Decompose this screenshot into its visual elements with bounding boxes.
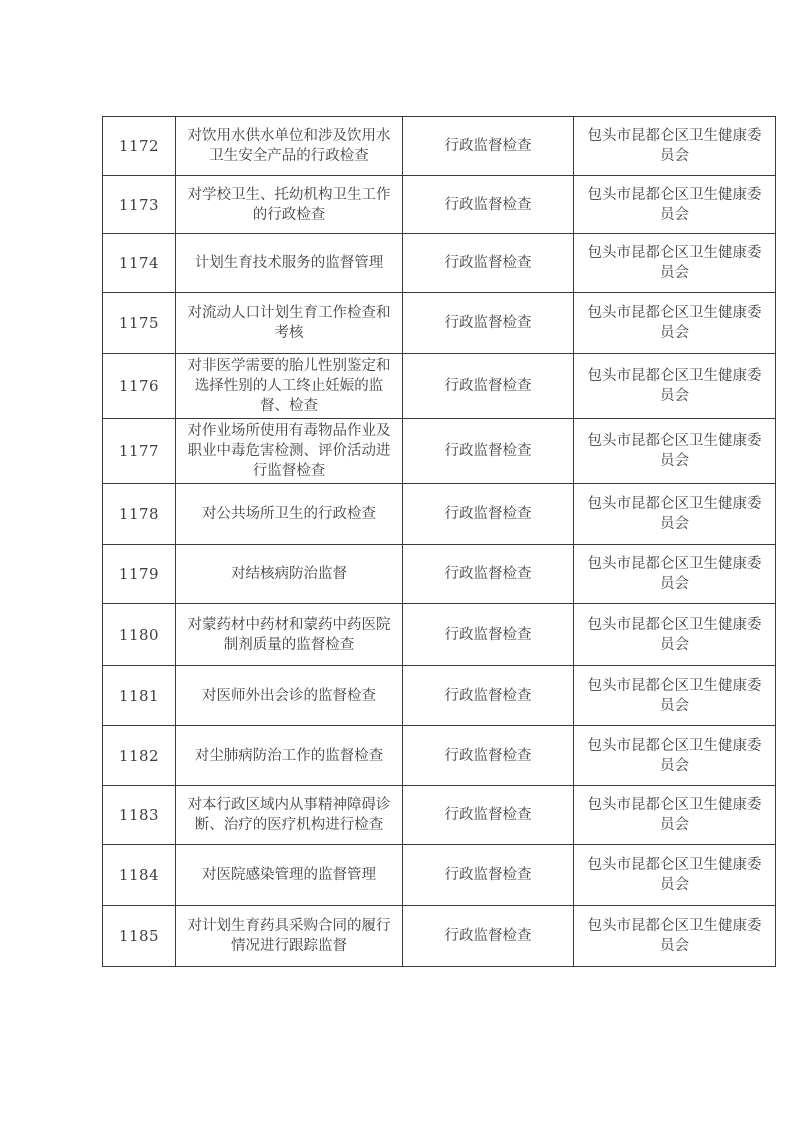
check-type-cell: 行政监督检查 [403, 726, 574, 786]
table-row [103, 545, 776, 604]
table-row [103, 117, 776, 176]
table-row [103, 419, 776, 484]
item-name-cell: 对流动人口计划生育工作检查和考核 [176, 293, 403, 354]
table-row [103, 786, 776, 845]
item-name-cell: 对计划生育药具采购合同的履行情况进行跟踪监督 [176, 906, 403, 967]
row-id-cell: 1181 [103, 666, 176, 726]
agency-cell: 包头市昆都仑区卫生健康委员会 [574, 117, 776, 176]
table-row [103, 293, 776, 354]
check-type-cell: 行政监督检查 [403, 354, 574, 419]
table-row [103, 604, 776, 666]
check-type-cell: 行政监督检查 [403, 604, 574, 666]
row-id-cell: 1172 [103, 117, 176, 176]
agency-cell: 包头市昆都仑区卫生健康委员会 [574, 666, 776, 726]
item-name-cell: 对非医学需要的胎儿性别鉴定和选择性别的人工终止妊娠的监督、检查 [176, 354, 403, 419]
check-type-cell: 行政监督检查 [403, 484, 574, 545]
table-row [103, 906, 776, 967]
agency-cell: 包头市昆都仑区卫生健康委员会 [574, 176, 776, 234]
table-row [103, 666, 776, 726]
table-body [103, 117, 776, 967]
agency-cell: 包头市昆都仑区卫生健康委员会 [574, 726, 776, 786]
item-name-cell: 对学校卫生、托幼机构卫生工作的行政检查 [176, 176, 403, 234]
row-id-cell: 1175 [103, 293, 176, 354]
table-row [103, 845, 776, 906]
table-row [103, 354, 776, 419]
agency-cell: 包头市昆都仑区卫生健康委员会 [574, 786, 776, 845]
check-type-cell: 行政监督检查 [403, 906, 574, 967]
item-name-cell: 对结核病防治监督 [176, 545, 403, 604]
check-type-cell: 行政监督检查 [403, 786, 574, 845]
item-name-cell: 对公共场所卫生的行政检查 [176, 484, 403, 545]
table-row [103, 726, 776, 786]
row-id-cell: 1185 [103, 906, 176, 967]
item-name-cell: 对本行政区域内从事精神障碍诊断、治疗的医疗机构进行检查 [176, 786, 403, 845]
agency-cell: 包头市昆都仑区卫生健康委员会 [574, 845, 776, 906]
inspection-items-table [102, 116, 776, 967]
row-id-cell: 1183 [103, 786, 176, 845]
row-id-cell: 1179 [103, 545, 176, 604]
row-id-cell: 1178 [103, 484, 176, 545]
row-id-cell: 1177 [103, 419, 176, 484]
agency-cell: 包头市昆都仑区卫生健康委员会 [574, 906, 776, 967]
item-name-cell: 对医院感染管理的监督管理 [176, 845, 403, 906]
item-name-cell: 计划生育技术服务的监督管理 [176, 234, 403, 293]
check-type-cell: 行政监督检查 [403, 293, 574, 354]
item-name-cell: 对蒙药材中药材和蒙药中药医院制剂质量的监督检查 [176, 604, 403, 666]
item-name-cell: 对饮用水供水单位和涉及饮用水卫生安全产品的行政检查 [176, 117, 403, 176]
row-id-cell: 1176 [103, 354, 176, 419]
agency-cell: 包头市昆都仑区卫生健康委员会 [574, 545, 776, 604]
check-type-cell: 行政监督检查 [403, 176, 574, 234]
table-row [103, 484, 776, 545]
check-type-cell: 行政监督检查 [403, 545, 574, 604]
agency-cell: 包头市昆都仑区卫生健康委员会 [574, 604, 776, 666]
check-type-cell: 行政监督检查 [403, 419, 574, 484]
row-id-cell: 1173 [103, 176, 176, 234]
row-id-cell: 1174 [103, 234, 176, 293]
agency-cell: 包头市昆都仑区卫生健康委员会 [574, 484, 776, 545]
agency-cell: 包头市昆都仑区卫生健康委员会 [574, 354, 776, 419]
agency-cell: 包头市昆都仑区卫生健康委员会 [574, 419, 776, 484]
table-row [103, 234, 776, 293]
item-name-cell: 对医师外出会诊的监督检查 [176, 666, 403, 726]
agency-cell: 包头市昆都仑区卫生健康委员会 [574, 293, 776, 354]
row-id-cell: 1182 [103, 726, 176, 786]
table-row [103, 176, 776, 234]
check-type-cell: 行政监督检查 [403, 666, 574, 726]
check-type-cell: 行政监督检查 [403, 234, 574, 293]
row-id-cell: 1180 [103, 604, 176, 666]
agency-cell: 包头市昆都仑区卫生健康委员会 [574, 234, 776, 293]
check-type-cell: 行政监督检查 [403, 845, 574, 906]
check-type-cell: 行政监督检查 [403, 117, 574, 176]
item-name-cell: 对尘肺病防治工作的监督检查 [176, 726, 403, 786]
row-id-cell: 1184 [103, 845, 176, 906]
item-name-cell: 对作业场所使用有毒物品作业及职业中毒危害检测、评价活动进行监督检查 [176, 419, 403, 484]
